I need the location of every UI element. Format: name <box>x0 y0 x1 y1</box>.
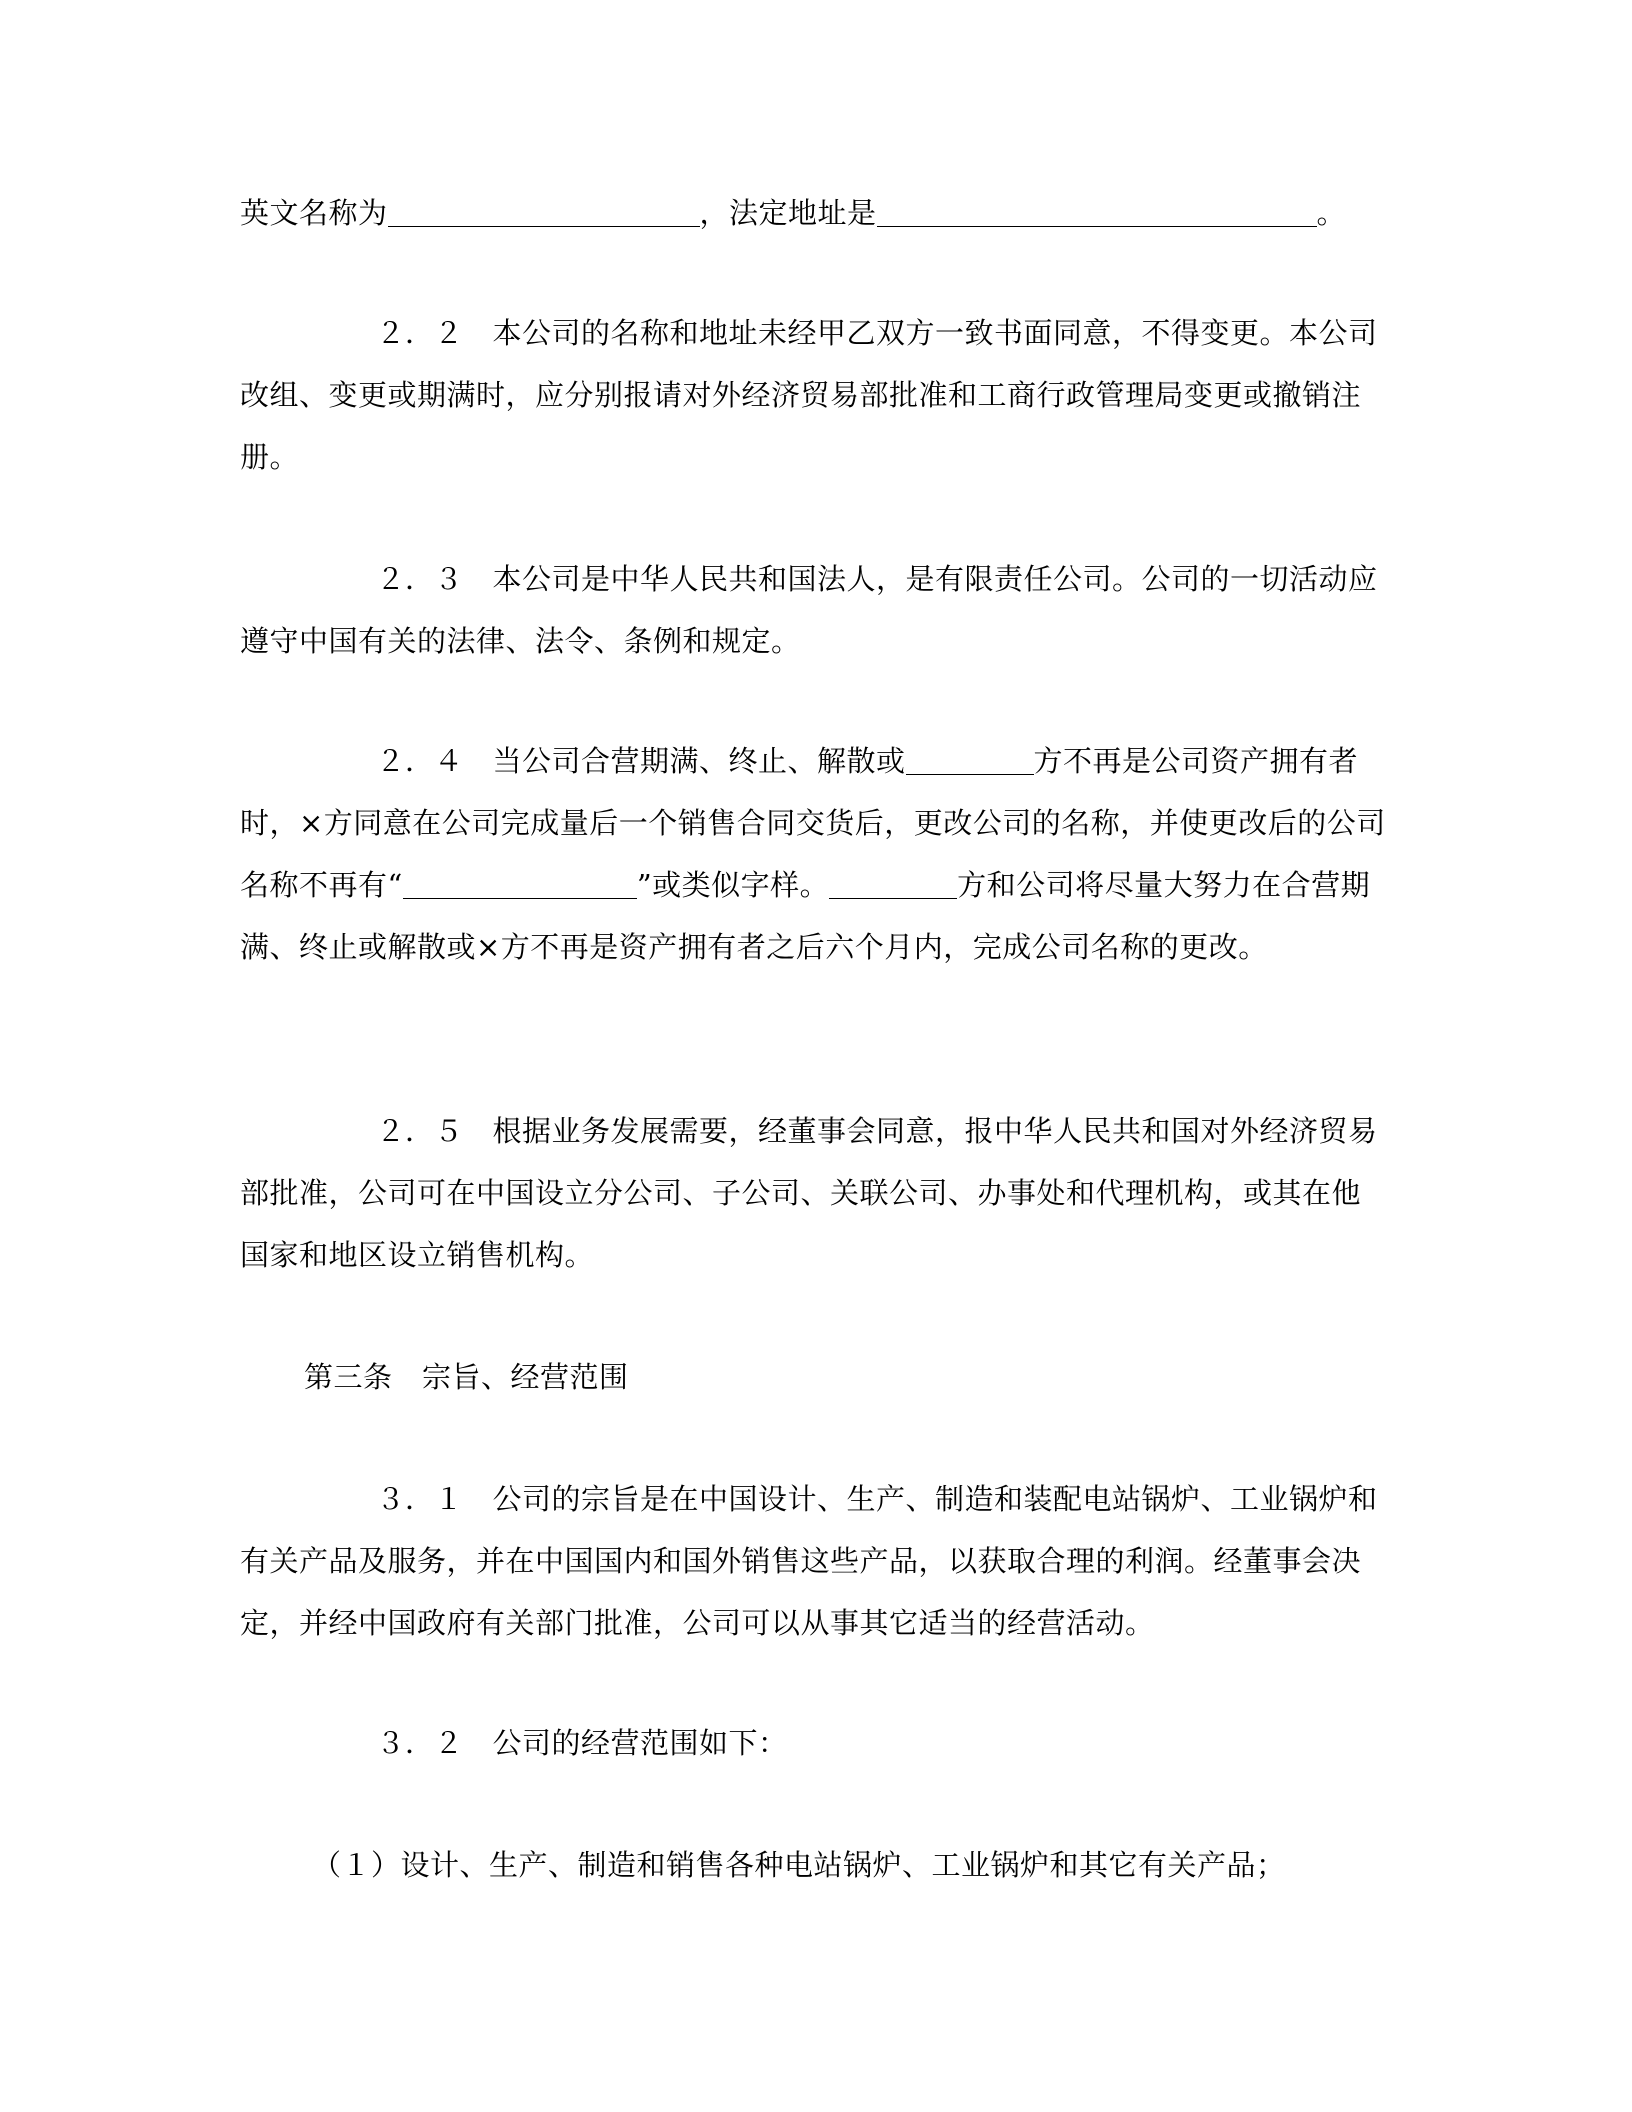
item-text: 设计、生产、制造和销售各种电站锅炉、工业锅炉和其它有关产品； <box>400 1848 1286 1882</box>
clause-text: 根据业务发展需要，经董事会同意，报中华人民共和国对外经济贸易部批准，公司可在中国设立分公司、子公司、关联公司、办事处和代理机构，或其在他国家和地区设立销售机构。 <box>240 1114 1378 1272</box>
legal-address-blank[interactable] <box>877 196 1317 227</box>
party-blank-2[interactable] <box>829 868 957 899</box>
clause-text: 公司的经营范围如下： <box>492 1726 788 1760</box>
clause-text-part-d: 方和公司将尽量大努力在合营期满、终止或解散或×方不再是资产拥有者之后六个月内，完成公司名称的更改。 <box>240 868 1371 964</box>
english-name-line <box>240 182 1390 244</box>
clause-number: ２．３ <box>376 562 464 596</box>
clause-text: 本公司的名称和地址未经甲乙双方一致书面同意，不得变更。本公司改组、变更或期满时，应分别报请对外经济贸易部批准和工商行政管理局变更或撤销注册。 <box>240 316 1378 474</box>
scope-item-1 <box>240 1834 1462 1896</box>
clause-2-2 <box>240 302 1390 488</box>
clause-number: ２．２ <box>376 316 464 350</box>
legal-address-label: ，法定地址是 <box>699 196 877 230</box>
clause-text-part-c: ”或类似字样。 <box>636 868 830 902</box>
clause-3-2 <box>240 1712 1390 1774</box>
clause-3-1 <box>240 1468 1390 1654</box>
clause-text-part-a: 当公司合营期满、终止、解散或 <box>492 744 906 778</box>
clause-number: ２．４ <box>376 744 464 778</box>
clause-number: ３．２ <box>376 1726 464 1760</box>
clause-text: 本公司是中华人民共和国法人，是有限责任公司。公司的一切活动应遵守中国有关的法律、法令、条例和规定。 <box>240 562 1378 658</box>
english-name-label: 英文名称为 <box>240 196 388 230</box>
company-name-blank[interactable] <box>403 868 637 899</box>
party-blank-1[interactable] <box>906 744 1034 775</box>
clause-2-3 <box>240 548 1390 672</box>
clause-text: 公司的宗旨是在中国设计、生产、制造和装配电站锅炉、工业锅炉和有关产品及服务，并在中国国内和国外销售这些产品，以获取合理的利润。经董事会决定，并经中国政府有关部门批准，公司可以从事其它适当的经营活动。 <box>240 1482 1378 1640</box>
clause-2-4 <box>240 730 1390 978</box>
clause-number: ２．５ <box>376 1114 464 1148</box>
article-3-heading <box>240 1346 1454 1408</box>
article-title: 宗旨、经营范围 <box>422 1360 629 1394</box>
clause-2-5 <box>240 1100 1390 1286</box>
clause-text-part-b: 方不再是公司资产拥有者时，×方同意在公司完成量后一个销售合同交货后，更改公司的名称，并使更改后的公司名称不再有“ <box>240 744 1386 902</box>
item-label: （１） <box>312 1848 401 1882</box>
line-end-punctuation: 。 <box>1316 196 1347 230</box>
article-number: 第三条 <box>304 1360 393 1394</box>
english-name-blank[interactable] <box>388 196 700 227</box>
clause-number: ３．１ <box>376 1482 464 1516</box>
